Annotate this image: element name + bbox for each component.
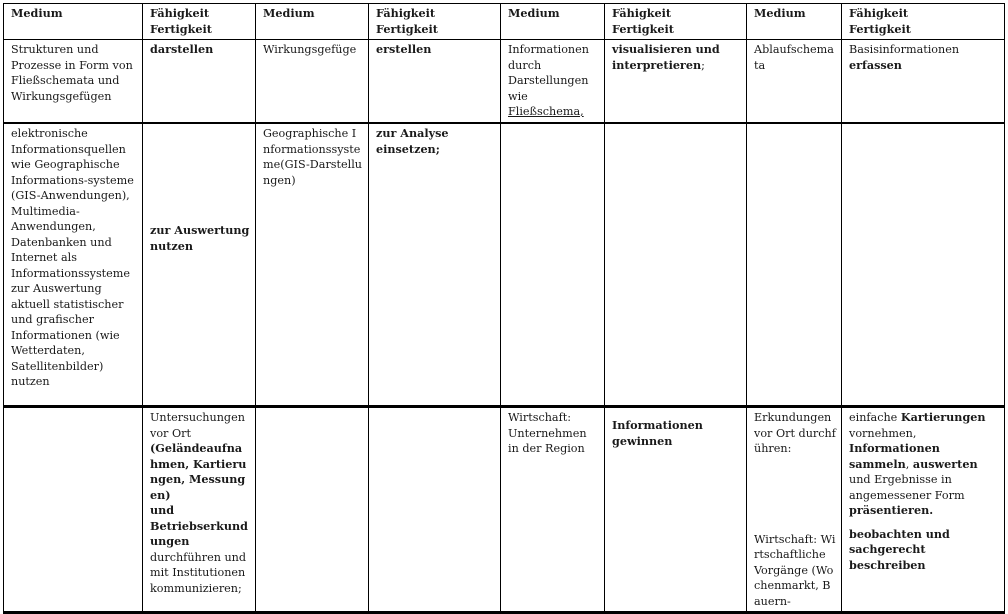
table-row — [4, 123, 1005, 407]
table-cell: Geographische Informationssysteme(GIS-Darstellungen) — [256, 123, 369, 407]
header-medium-1: Medium — [4, 4, 143, 40]
table-cell: Ablaufschemata — [747, 40, 842, 124]
header-row — [4, 4, 1005, 40]
table-cell — [369, 407, 501, 613]
table-cell — [842, 123, 1005, 407]
table-row — [4, 407, 1005, 613]
table-cell — [256, 407, 369, 613]
header-medium-2: Medium — [256, 4, 369, 40]
table-cell: darstellen — [143, 40, 256, 124]
table-cell: Untersuchungen vor Ort (Geländeaufnahmen, Kartierungen, Messungen) und Betriebserkundungen durchführen und mit Institutionen kommunizieren; — [143, 407, 256, 613]
header-medium-4: Medium — [747, 4, 842, 40]
header-skill-2: Fähigkeit Fertigkeit — [369, 4, 501, 40]
table-cell: Informationen gewinnen — [605, 407, 747, 613]
table-cell — [605, 123, 747, 407]
header-skill-4: Fähigkeit Fertigkeit — [842, 4, 1005, 40]
table-cell: erstellen — [369, 40, 501, 124]
table-cell: Strukturen und Prozesse in Form von Fließschemata und Wirkungsgefügen — [4, 40, 143, 124]
header-medium-3: Medium — [501, 4, 605, 40]
table-cell: elektronische Informationsquellen wie Geographische Informations-systeme (GIS-Anwendungen), Multimedia-Anwendungen, Datenbanken und Internet als Informationssysteme zur Auswertung aktuell statistischer und grafischer Informationen (wie Wetterdaten, Satellitenbilder) nutzen — [4, 123, 143, 407]
table-cell — [501, 123, 605, 407]
table-cell: visualisieren und interpretieren; — [605, 40, 747, 124]
table-cell — [747, 123, 842, 407]
table-row — [4, 40, 1005, 124]
table-cell: Wirkungsgefüge — [256, 40, 369, 124]
table-cell: Wirtschaft: Unternehmen in der Region — [501, 407, 605, 613]
table-cell: Erkundungen vor Ort durchführen: Wirtschaft: Wirtschaftliche Vorgänge (Wochenmarkt, Bauern- — [747, 407, 842, 613]
table-cell — [4, 407, 143, 613]
table-cell: einfache Kartierungen vornehmen, Informationen sammeln, auswerten und Ergebnisse in angemessener Form präsentieren. beobachten und sachgerecht beschreiben — [842, 407, 1005, 613]
table-cell: Informationen durch Darstellungen wie Fließschema, — [501, 40, 605, 124]
table-cell: zur Auswertung nutzen — [143, 123, 256, 407]
table-cell: Basisinformationen erfassen — [842, 40, 1005, 124]
header-skill-1: Fähigkeit Fertigkeit — [143, 4, 256, 40]
table-cell: zur Analyse einsetzen; — [369, 123, 501, 407]
header-skill-3: Fähigkeit Fertigkeit — [605, 4, 747, 40]
competency-table — [3, 3, 1005, 614]
